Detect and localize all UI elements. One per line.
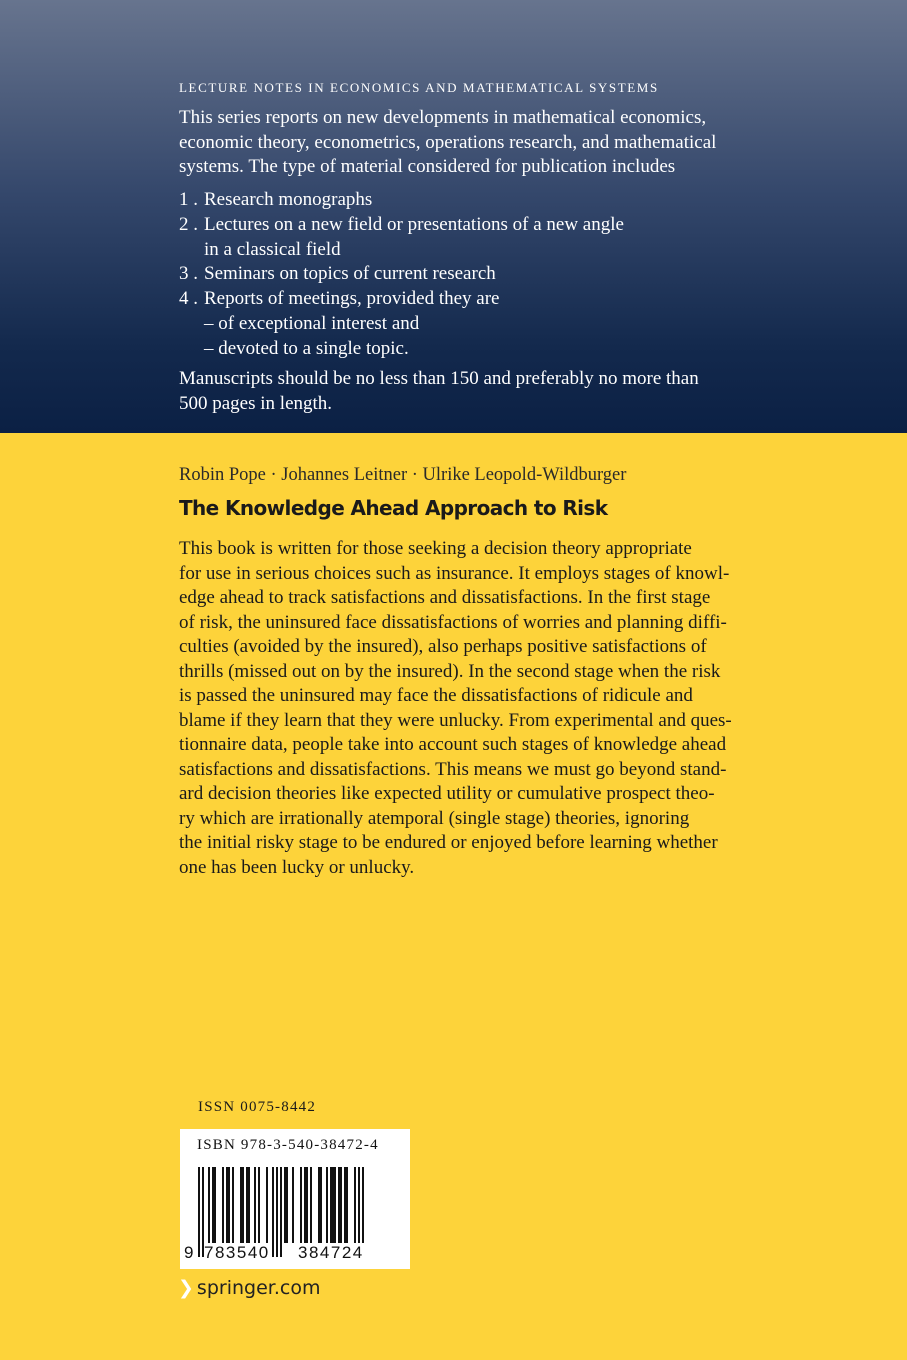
blurb-line: is passed the uninsured may face the dissatisfactions of ridicule and [179, 685, 693, 706]
blurb-line: the initial risky stage to be endured or enjoyed before learning whether [179, 832, 718, 853]
barcode-bar [212, 1167, 216, 1243]
barcode-bar [276, 1167, 278, 1257]
series-title: LECTURE NOTES IN ECONOMICS AND MATHEMATICAL SYSTEMS [179, 80, 659, 95]
isbn-label: ISBN 978-3-540-38472-4 [197, 1137, 379, 1153]
barcode-bar [208, 1167, 210, 1243]
book-authors: Robin Pope · Johannes Leitner · Ulrike Leopold-Wildburger [179, 465, 627, 485]
blurb-line: one has been lucky or unlucky. [179, 856, 415, 878]
list-item-number: 4 . [179, 288, 198, 310]
blurb-line: ard decision theories like expected utility or cumulative prospect theo- [179, 783, 715, 804]
blurb-line: tionnaire data, people take into account such stages of knowledge ahead [179, 734, 727, 755]
publisher-site: springer.com [196, 1277, 321, 1299]
series-description-line: economic theory, econometrics, operations research, and mathematical [179, 131, 717, 153]
blurb-line: for use in serious choices such as insurance. It employs stages of knowl- [179, 562, 730, 584]
manuscripts-line: 500 pages in length. [179, 392, 333, 414]
list-subitem: – devoted to a single topic. [204, 337, 409, 359]
barcode-digit-group: 9 [184, 1243, 194, 1262]
barcode-bar [300, 1167, 302, 1243]
series-description-line: systems. The type of material considered for publication includes [179, 156, 676, 177]
barcode-bar [232, 1167, 234, 1243]
barcode-bar [240, 1167, 244, 1243]
manuscripts-note [179, 367, 699, 416]
blurb-line: culties (avoided by the insured), also perhaps positive satisfactions of [179, 636, 707, 657]
blurb-line: edge ahead to track satisfactions and dissatisfactions. In the first stage [179, 587, 711, 608]
list-item-number: 1 . [179, 189, 198, 210]
book-title: The Knowledge Ahead Approach to Risk [179, 496, 608, 520]
barcode-bar [266, 1167, 268, 1243]
list-item-text: Reports of meetings, provided they are [204, 288, 500, 310]
blurb-line: ry which are irrationally atemporal (single stage) theories, ignoring [179, 807, 690, 829]
list-item [179, 262, 624, 287]
publisher-link[interactable] [178, 1277, 320, 1299]
blurb-line: This book is written for those seeking a decision theory appropriate [179, 538, 692, 559]
barcode-bar [246, 1167, 250, 1243]
list-item-number: 3 . [179, 263, 198, 285]
barcode-panel [180, 1129, 410, 1269]
blurb-line: satisfactions and dissatisfactions. This means we must go beyond stand- [179, 758, 727, 780]
list-item-text: Lectures on a new field or presentations of a new angle [204, 213, 624, 235]
barcode-digit-group: 783540 [204, 1243, 270, 1262]
barcode-bar [330, 1167, 336, 1243]
barcode-bar [222, 1167, 224, 1243]
series-description-line: This series reports on new developments in mathematical economics, [179, 107, 707, 128]
issn-label: ISSN 0075-8442 [198, 1099, 317, 1115]
barcode-bar [326, 1167, 328, 1243]
material-list [179, 188, 624, 362]
manuscripts-line: Manuscripts should be no less than 150 and preferably no more than [179, 368, 699, 389]
list-item-text: Seminars on topics of current research [204, 263, 496, 285]
barcode-bar [354, 1167, 356, 1243]
list-subitem: – of exceptional interest and [204, 312, 420, 334]
blurb-line: blame if they learn that they were unlucky. From experimental and ques- [179, 709, 732, 731]
series-description [179, 106, 819, 180]
list-item [179, 188, 624, 213]
blurb-line: of risk, the uninsured face dissatisfactions of worries and planning diffi- [179, 611, 727, 633]
blurb-line: thrills (missed out on by the insured). In the second stage when the risk [179, 660, 721, 682]
barcode-bar [284, 1167, 288, 1243]
barcode-bar [254, 1167, 256, 1243]
barcode-digit-group: 384724 [298, 1243, 364, 1262]
barcode-bar [344, 1167, 348, 1243]
barcode-bar [272, 1167, 274, 1257]
barcode-bar [258, 1167, 260, 1243]
list-item-text: Research monographs [204, 189, 373, 210]
barcode-bar [310, 1167, 312, 1243]
barcode-graphic [180, 1129, 410, 1269]
barcode-bar [304, 1167, 308, 1243]
barcode-bar [318, 1167, 322, 1243]
barcode-bar [198, 1167, 200, 1257]
book-blurb [179, 537, 732, 880]
list-item [179, 213, 624, 238]
barcode-bar [358, 1167, 360, 1243]
list-item [179, 287, 624, 312]
barcode-bar [338, 1167, 342, 1243]
barcode-bar [226, 1167, 230, 1243]
chevron-right-icon: ❯ [178, 1277, 194, 1299]
barcode-bar [292, 1167, 294, 1243]
barcode-bar [362, 1167, 364, 1243]
barcode-bar [280, 1167, 282, 1257]
list-item-number: 2 . [179, 213, 198, 235]
list-item-continuation: in a classical field [204, 238, 341, 260]
series-band [0, 0, 907, 433]
